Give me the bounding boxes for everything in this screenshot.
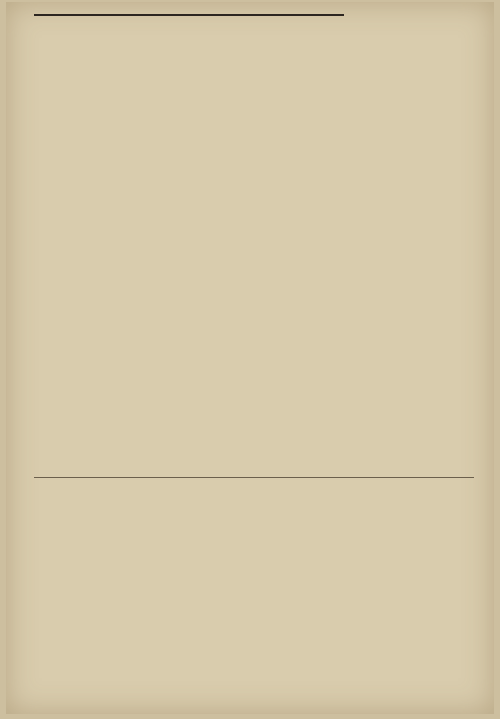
page-header: [6, 2, 494, 24]
header-rule: [34, 14, 344, 16]
section-divider: [34, 477, 474, 478]
document-page: [6, 2, 494, 714]
